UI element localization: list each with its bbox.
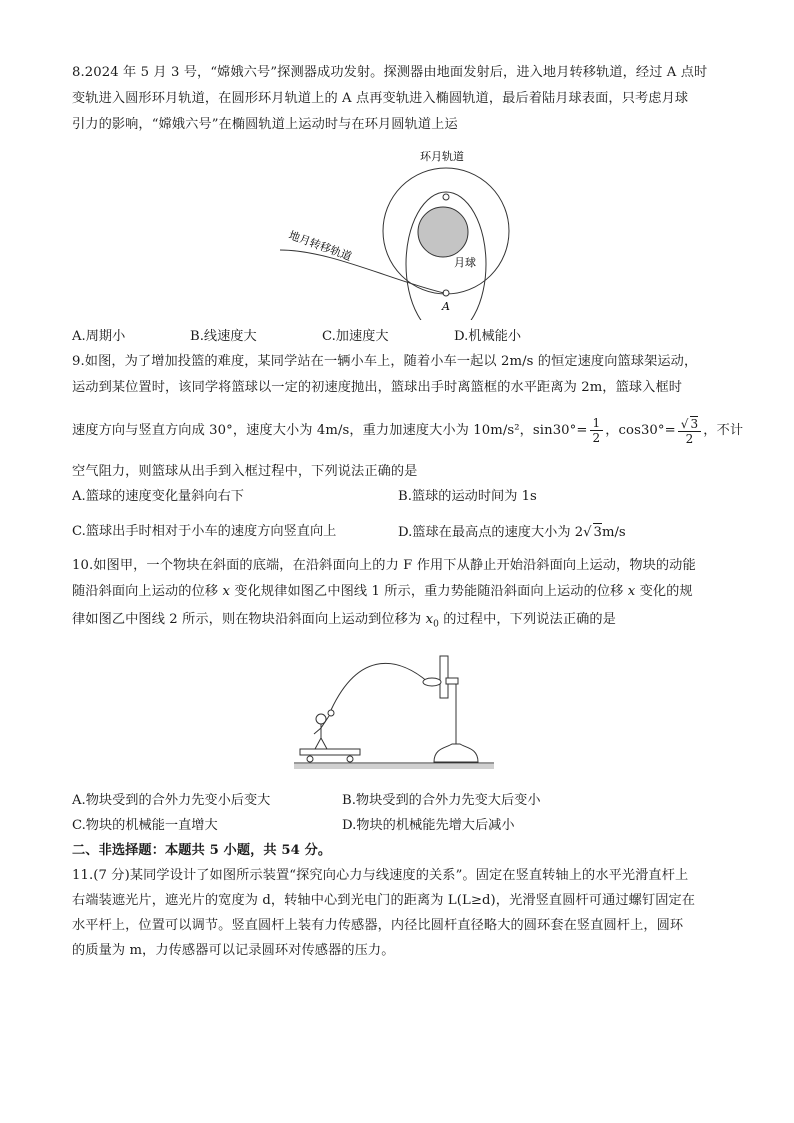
q11-line-2: 右端装遮光片，遮光片的宽度为 d，转轴中心到光电门的距离为 L(L≥d)，光滑竖直圆杆可通过螺钉固定在 bbox=[72, 893, 696, 908]
q9-option-d-root: 3 bbox=[593, 525, 602, 540]
basketball-figure bbox=[0, 648, 794, 778]
point-a-label: A bbox=[442, 300, 450, 313]
q10-line-2-part-a: 随沿斜面向上运动的位移 bbox=[72, 584, 223, 599]
q9-option-d-text: D.篮球在最高点的速度大小为 2 bbox=[398, 525, 584, 540]
q10-option-a: A.物块受到的合外力先变小后变大 bbox=[72, 793, 271, 808]
fraction-denominator: 2 bbox=[592, 431, 601, 445]
hoop-rim bbox=[423, 678, 441, 686]
q9-line-1: 9.如图，为了增加投篮的难度，某同学站在一辆小车上，随着小车一起以 2m/s 的恒定速度向篮球架运动， bbox=[72, 354, 698, 369]
q9-option-b: B.篮球的运动时间为 1s bbox=[398, 489, 537, 504]
q9-line-3-part-a: 速度方向与竖直方向成 30°，速度大小为 4m/s，重力加速度大小为 10m/s²，sin30°= bbox=[72, 423, 588, 438]
sqrt-radicand: 3 bbox=[690, 416, 699, 431]
fraction-one-half bbox=[590, 416, 604, 445]
person-leg-left bbox=[315, 738, 321, 749]
q8-line-2: 变轨进入圆形环月轨道，在圆形环月轨道上的 A 点再变轨进入椭圆轨道，最后着陆月球表面，只考虑月球 bbox=[72, 91, 689, 106]
q9-line-4: 空气阻力，则篮球从出手到入框过程中，下列说法正确的是 bbox=[72, 464, 418, 479]
fraction-numerator: 1 bbox=[590, 416, 604, 431]
person-leg-right bbox=[321, 738, 327, 749]
q10-line-2-part-b: 变化规律如图乙中图线 1 所示，重力势能随沿斜面向上运动的位移 bbox=[230, 584, 628, 599]
q10-option-c: C.物块的机械能一直增大 bbox=[72, 818, 218, 833]
orbit-figure bbox=[0, 140, 794, 320]
q8-line-1: 8.2024 年 5 月 3 号，“嫦娥六号”探测器成功发射。探测器由地面发射后，进入地月转移轨道，经过 A 点时 bbox=[72, 65, 708, 80]
var-x: x bbox=[222, 584, 231, 599]
q10-option-b: B.物块受到的合外力先变大后变小 bbox=[342, 793, 541, 808]
q9-line-3-part-b: ，cos30°= bbox=[605, 423, 676, 438]
q9-option-c: C.篮球出手时相对于小车的速度方向竖直向上 bbox=[72, 524, 337, 539]
q10-line-2-part-c: 变化的规 bbox=[635, 584, 693, 599]
q10-line-3-part-b: 的过程中，下列说法正确的是 bbox=[438, 612, 616, 627]
cart bbox=[300, 749, 360, 755]
q11-line-1: 11.(7 分)某同学设计了如图所示装置“探究向心力与线速度的关系”。固定在竖直转轴上的水平光滑直杆上 bbox=[72, 868, 689, 883]
person-arm-left bbox=[314, 728, 321, 734]
q9-line-3-part-c: ，不计 bbox=[703, 423, 744, 438]
cart-wheel-right bbox=[347, 756, 353, 762]
q10-option-d: D.物块的机械能先增大后减小 bbox=[342, 818, 515, 833]
ball-trajectory bbox=[331, 663, 428, 710]
orbit-label: 环月轨道 bbox=[420, 150, 464, 163]
moon bbox=[418, 207, 468, 257]
backboard bbox=[440, 656, 448, 698]
fraction-root3-half: $\frac{√ 3}{2}$ bbox=[678, 416, 702, 446]
q8-option-d: D.机械能小 bbox=[454, 329, 522, 344]
q9-option-d: D.篮球在最高点的速度大小为 2√ 3m/s bbox=[398, 525, 626, 540]
transfer-trajectory bbox=[280, 250, 444, 293]
hoop-arm bbox=[446, 678, 458, 684]
ground-hatch bbox=[294, 764, 494, 769]
stand-base bbox=[434, 744, 478, 762]
var-x0-subscript: 0 bbox=[433, 619, 439, 630]
q8-option-c: C.加速度大 bbox=[322, 329, 389, 344]
q8-line-3: 引力的影响，“嫦娥六号”在椭圆轨道上运动时与在环月圆轨道上运 bbox=[72, 117, 458, 132]
q11-line-3: 水平杆上，位置可以调节。竖直圆杆上装有力传感器，内径比圆杆直径略大的圆环套在竖直圆杆上，圆环 bbox=[72, 918, 684, 933]
ball bbox=[328, 710, 334, 716]
q9-line-2: 运动到某位置时，该同学将篮球以一定的初速度抛出，篮球出手时离篮框的水平距离为 2m，篮球入框时 bbox=[72, 380, 683, 395]
q9-line-3 bbox=[72, 414, 743, 448]
q10-line-3-part-a: 律如图乙中图线 2 所示，则在物块沿斜面向上运动到位移为 bbox=[72, 612, 426, 627]
fraction-denominator-2: 2 bbox=[685, 431, 694, 446]
moon-label: 月球 bbox=[454, 256, 476, 269]
var-x0: x bbox=[425, 612, 434, 627]
q11-line-4: 的质量为 m，力传感器可以记录圆环对传感器的压力。 bbox=[72, 943, 395, 958]
q10-line-2 bbox=[72, 583, 693, 601]
section-2-title: 二、非选择题：本题共 5 小题，共 54 分。 bbox=[72, 843, 332, 858]
transfer-label: 地月转移轨道 bbox=[286, 228, 354, 264]
q9-option-d-unit: m/s bbox=[601, 525, 626, 540]
q8-option-a: A.周期小 bbox=[72, 329, 126, 344]
cart-wheel-left bbox=[307, 756, 313, 762]
q10-line-1: 10.如图甲，一个物块在斜面的底端，在沿斜面向上的力 F 作用下从静止开始沿斜面向上运动，物块的动能 bbox=[72, 558, 696, 573]
var-x-2: x bbox=[627, 584, 636, 599]
q10-line-3 bbox=[72, 611, 616, 634]
q8-option-b: B.线速度大 bbox=[190, 329, 257, 344]
q9-option-a: A.篮球的速度变化量斜向右下 bbox=[72, 489, 244, 504]
point-top bbox=[443, 194, 449, 200]
